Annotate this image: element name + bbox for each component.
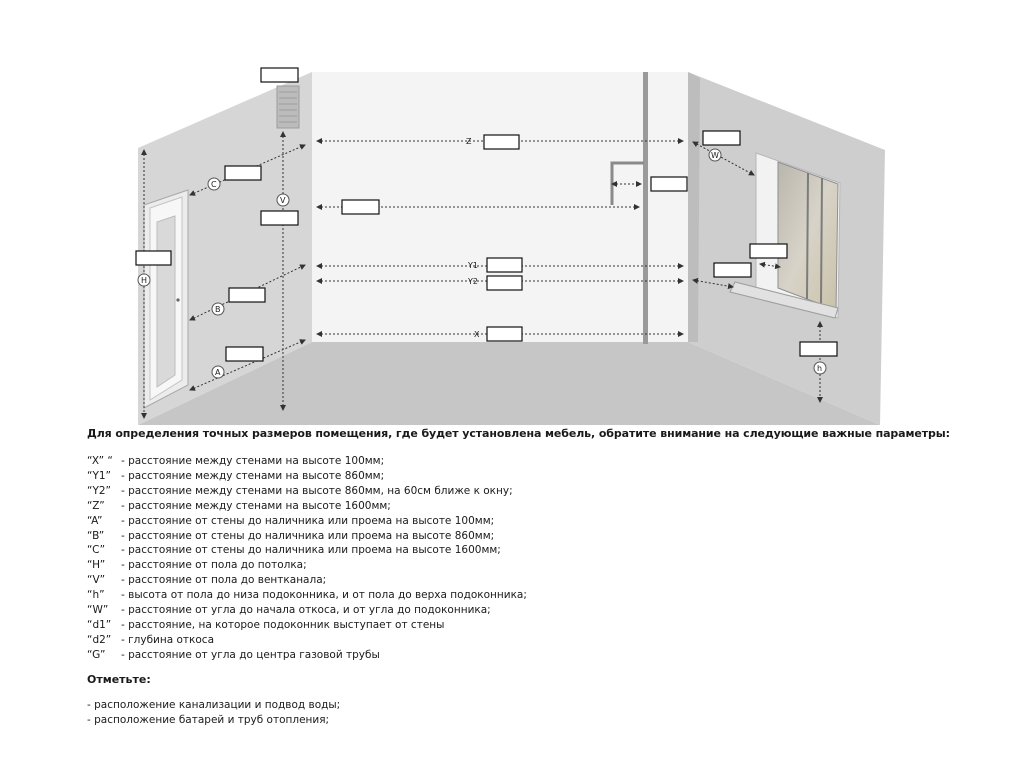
box-y2[interactable] xyxy=(487,276,522,290)
right-wall-shade xyxy=(688,72,700,342)
label-x xyxy=(474,330,480,339)
box-b[interactable] xyxy=(229,288,265,302)
label-v xyxy=(277,194,289,206)
box-x[interactable] xyxy=(487,327,522,341)
box-v[interactable] xyxy=(261,211,298,225)
svg-text:C: C xyxy=(211,180,217,189)
box-z[interactable] xyxy=(484,135,519,149)
box-d1[interactable] xyxy=(714,263,751,277)
box-w[interactable] xyxy=(703,131,740,145)
label-h-upper xyxy=(138,274,150,286)
note-item-sewer: - расположение канализации и подвод воды; xyxy=(87,698,341,711)
box-y1[interactable] xyxy=(487,258,522,272)
legend-item-w: “W” - расстояние от угла до начала откоса, и от угла до подоконника; xyxy=(87,604,491,617)
note-title: Отметьте: xyxy=(87,672,151,686)
legend-item-a: “A” - расстояние от стены до наличника или проема на высоте 100мм; xyxy=(87,514,495,527)
legend-item-x: “X” “ - расстояние между стенами на высоте 100мм; xyxy=(87,455,385,467)
label-z xyxy=(466,137,472,146)
box-h-upper[interactable] xyxy=(136,251,171,265)
box-c[interactable] xyxy=(225,166,261,180)
box-a[interactable] xyxy=(226,347,263,361)
svg-text:A: A xyxy=(215,368,221,377)
label-b xyxy=(212,303,224,315)
svg-text:H: H xyxy=(141,276,148,285)
label-h-lower xyxy=(814,362,826,374)
legend-item-y2: “Y2” - расстояние между стенами на высоте 860мм, на 60см ближе к окну; xyxy=(87,484,513,497)
note-item-heating: - расположение батарей и труб отопления; xyxy=(87,713,330,726)
legend-list xyxy=(87,454,987,663)
legend-item-c: “C” - расстояние от стены до наличника или проема на высоте 1600мм; xyxy=(87,544,501,557)
svg-text:X: X xyxy=(474,330,480,339)
legend xyxy=(87,427,987,728)
legend-heading: Для определения точных размеров помещения, где будет установлена мебель, обратите внимание на следующие важные параметры: xyxy=(87,427,950,440)
svg-text:V: V xyxy=(280,196,286,205)
legend-item-y1: “Y1” - расстояние между стенами на высоте 860мм; xyxy=(87,469,385,482)
legend-item-b: “B” - расстояние от стены до наличника или проема на высоте 860мм; xyxy=(87,529,495,542)
label-y2 xyxy=(467,277,478,286)
legend-item-z: “Z” - расстояние между стенами на высоте 1600мм; xyxy=(87,499,391,512)
svg-text:Y2: Y2 xyxy=(468,277,478,286)
label-c xyxy=(208,178,220,190)
label-y1 xyxy=(467,261,478,270)
door xyxy=(144,190,188,408)
box-h-lower[interactable] xyxy=(800,342,837,356)
svg-text:B: B xyxy=(215,305,221,314)
svg-text:W: W xyxy=(711,151,719,160)
legend-item-h-lower: “h” - высота от пола до низа подоконника, и от пола до верха подоконника; xyxy=(87,589,527,602)
label-w xyxy=(709,149,721,161)
box-d2[interactable] xyxy=(750,244,787,258)
legend-item-d2: “d2” - глубина откоса xyxy=(87,633,215,646)
svg-text:Y1: Y1 xyxy=(468,261,478,270)
legend-item-g: “G” - расстояние от угла до центра газовой трубы xyxy=(87,648,380,661)
vent-grille xyxy=(277,86,299,128)
box-gas-pipe[interactable] xyxy=(651,177,687,191)
legend-item-d1: “d1” - расстояние, на которое подоконник выступает от стены xyxy=(87,618,445,631)
label-a xyxy=(212,366,224,378)
svg-text:h: h xyxy=(817,364,823,373)
legend-item-v: “V” - расстояние от пола до вентканала; xyxy=(87,574,327,587)
box-y1-upper[interactable] xyxy=(342,200,379,214)
legend-item-h: “H” - расстояние от пола до потолка; xyxy=(87,559,307,572)
box-top-left[interactable] xyxy=(261,68,298,82)
svg-text:Z: Z xyxy=(466,137,472,146)
